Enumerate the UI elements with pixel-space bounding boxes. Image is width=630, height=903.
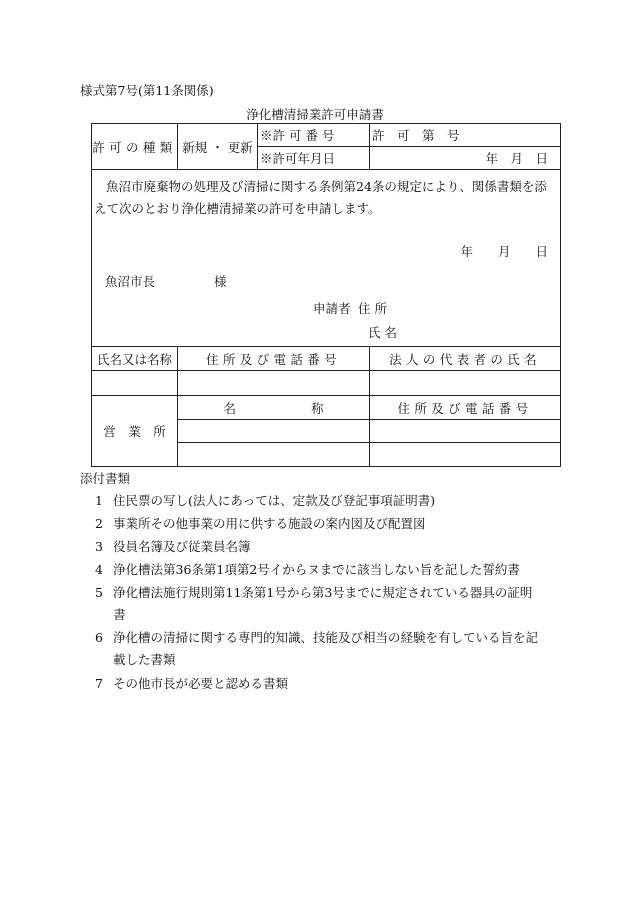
office-label: 営 業 所 bbox=[92, 396, 178, 467]
cell-address-phone[interactable] bbox=[178, 371, 370, 396]
addressee: 魚沼市長 bbox=[105, 274, 156, 289]
honorific: 様 bbox=[214, 274, 227, 289]
document-title: 浄化槽清掃業許可申請書 bbox=[246, 107, 384, 122]
attachment-item: 5 浄化槽法施行規則第11条第1号から第3号までに規定されている器具の証明 書 bbox=[95, 585, 533, 622]
attachment-item: 7 その他市長が必要と認める書類 bbox=[95, 676, 289, 691]
attachment-item: 1 住民票の写し(法人にあっては、定款及び登記事項証明書) bbox=[95, 493, 436, 508]
permit-number-label: ※許 可 番 号 bbox=[258, 124, 370, 147]
application-date[interactable]: 年 月 日 bbox=[460, 244, 549, 259]
form-number: 様式第7号(第11条関係) bbox=[80, 83, 214, 98]
attachment-item: 4 浄化槽法第36条第1項第2号イからヌまでに該当しない旨を記した誓約書 bbox=[95, 562, 520, 577]
application-statement bbox=[92, 170, 561, 347]
col-header-representative: 法人の代表者の氏名 bbox=[370, 347, 561, 371]
office-address-cell-2[interactable] bbox=[370, 443, 561, 467]
cell-representative[interactable] bbox=[370, 371, 561, 396]
permit-type-value: 新規 ・ 更新 bbox=[178, 124, 258, 170]
permit-number-field[interactable]: 許 可 第 号 bbox=[370, 124, 561, 147]
attachments-heading: 添付書類 bbox=[80, 471, 131, 486]
permit-date-label: ※許可年月日 bbox=[258, 147, 370, 170]
permit-date-field[interactable]: 年 月 日 bbox=[370, 147, 561, 170]
attachment-item: 6 浄化槽の清掃に関する専門的知識、技能及び相当の経験を有している旨を記 載した書類 bbox=[95, 630, 539, 667]
applicant-label: 申請者 bbox=[313, 301, 351, 316]
attachment-item: 3 役員名簿及び従業員名簿 bbox=[95, 539, 251, 554]
applicant-name-label[interactable]: 氏 名 bbox=[368, 325, 397, 340]
cell-name[interactable] bbox=[92, 371, 178, 396]
col-header-address-phone: 住所及び電話番号 bbox=[178, 347, 370, 371]
col-header-name: 氏名又は名称 bbox=[92, 347, 178, 371]
office-col-address-phone: 住所及び電話番号 bbox=[370, 396, 561, 420]
attachment-item: 2 事業所その他事業の用に供する施設の案内図及び配置図 bbox=[95, 516, 426, 531]
statement-text: 魚沼市廃棄物の処理及び清掃に関する条例第24条の規定により、関係書類を添えて次のとおり浄化槽清掃業の許可を申請します。 bbox=[94, 179, 547, 216]
office-name-cell-2[interactable] bbox=[178, 443, 370, 467]
office-name-cell-1[interactable] bbox=[178, 420, 370, 443]
office-col-name: 名 称 bbox=[178, 396, 370, 420]
permit-type-label: 許可の種類 bbox=[92, 124, 178, 170]
application-table bbox=[91, 123, 561, 467]
applicant-address-label[interactable]: 住 所 bbox=[358, 301, 387, 316]
office-address-cell-1[interactable] bbox=[370, 420, 561, 443]
